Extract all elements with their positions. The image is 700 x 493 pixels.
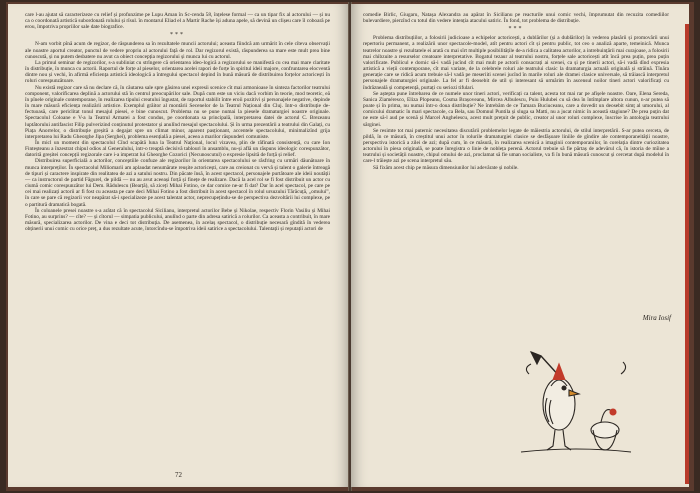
- author-signature: Mira Iosif: [642, 314, 671, 322]
- right-page-text: [363, 12, 669, 171]
- paragraph: Problema distribuțiilor, a folosirii judicioase a echipelor actoricești, a dublărilor (și a dublărilor) în vederea plasării și promovării unui repertoriu permanent, a realizării unor spectacole-model, atît pentru actori cît și pentru public, tot ceo o analiză aparte, temeinică. Munca teatrelor noastre și rezultatele ei arată cu mai sîrt multiple posibilitățile de-a ridica a calitatea actorilor, a intrebuințării mai curajoase, a folosirii mai chibzuite a resurselor creatoare interpretative. Bogatul tezaur al teatrului nostru, forțele sale actoricești atît încă prea puțin, prea puțin valorificate. Publicul e dornic să-i vadă jucînd cît mai mult pe actorii consacrați ai scenei, ca și pe tinerii actori, să-i vadă dînd expresia artistică a vieții contemporane, cît mai variate, de la celebrele roluri ale teatrului clasic la dramaturgia actuală originală și străină. Tînăra generație care se ridică acum trebuie să-l vadă pe meseriiti scenei jucînd în marile roluri ale dramei clasice universale, să trăiască interpretul personajele dramaturgiei originale. La fel ar fi deosebit de util și interesant să urmărim în ascensul noilor tineri actori valorificați cu îndrăzneală și competență, purtați cu seriozi tifulari.: [363, 35, 669, 91]
- paragraph: Distribuirea superficială a actorilor, conceptiile confuze ale regizorilor în orientarea spectacolului se răsfring cu urmări dăunătoare în munca interpreților. În spectacolul Miliomarii am aplaudat nenumărate reușite actoricești, care au creionat cu vervă și talent o galerie întreagă de tipuri și caractere inspirate din realitatea de azi a satului nostru. Din păcate însă, în acest spectacol, personajele purtătoare ale ideii noutății — ca instructorul de partid Făgurel, de pildă — nu au avut aceeași forță și finețe de realizare. Dacă la acel rol se fi fost distribuit un actor cu ciumă comic corespunzător lui Dem. Rădulescu (Bearță), să ziceți Mihai Fotino, ce dar comice ne-ar fi dat? Dar în acel spectacol, pe care pe cei mai realizați actorii ar fi fost cu aceasta pe care deci Mihai Fotino a fost distribuit în acest spectacol în rolul ursuzului Tărăcuță, „omului”, în care se pare că regizorii vor neapărat să-i specializeze pe acest talentat actor, neprecupețindu-se de perspectiva dezvoltării lui complexe, pe o partitură dramatică bogată.: [25, 158, 330, 208]
- paragraph: În micl un moment din spectacolul Cînd scapătă luna la Teatrul Național, locul vizavea, plin de răfinată consistență, cu care Ion Finteșteanu a înzestrat chipul odios al Generalului, intr-o treaptă decisivă tablouri în ansamblu, nu-și află un răspuns ideologic corespunzător, datorită greșitei concepții regizorale care i-a impetrat lui Gheorghe Cozorici (Necunoscutul) o expresie lipsită de forță și relief.: [25, 139, 330, 159]
- paragraph: comedie Birlic, Giugaru, Natașa Alexandra au apărat în Sicilianu pe reacturile unui comic vechi, împrumutat din recuzita comediilor bulevardiere, pierzînd cu totul din vedere intenția atacului satiric. În fond, tot problema de distribuție.: [363, 12, 669, 25]
- open-book: [6, 2, 694, 491]
- section-separator: ***: [170, 32, 185, 39]
- left-page: [8, 4, 349, 487]
- illustration-figure-with-bird: [501, 334, 651, 464]
- section-separator: ***: [508, 26, 524, 33]
- paragraph: Nu există regizor care să nu declare că, în căutarea sale spre găsirea unei expresii scenice cît mai armonioase în sinteza factorilor teatrului component, valorificarea deplină a actorului stă în centrul preocupărilor sale. După cum este un viciu dacă vorbim în teorie, mod teoretic, eă în pînele originale contemporane, în realizarea tipului creatului îngustat, de raportul stabilit între eroii pozitivi și personajele negative, depinde în mare măsură eficiența realizării artistice. Exemplul grăitor al montării Secenelor de la Teatrul Național din Cluj. Intr-o distribuție de-fectuoasă, care periclitat tonul mesajul piesei, e bine cunoscut. Problema nu se pune numai la piesele dramaturgiei noastre originale. Spectacolul Coloane e V-a la Teatrul Armatei a fost condus, pe coordonata sa principală, interpretarea datei de actorul C. Brezeanu luptătorului antifascist Filip pulverizind conținutul protestator și anulînd mesajul spectacolului. Și în urma prezentării a teatrului din Galați, cu Piața Anorrelor, o distribuție greșită a degajat spre un climat minor, aparent pasționant, accentele spectacolului, minimalizînd grija interpretarea lui Radu Gheorghe Jipa (Serghei), problema esențială a piesei, aceea a marilor răspunderi comuniste.: [25, 84, 330, 140]
- paragraph: La primul seminar de regizorilor, s-a subliniat cu strîngere că orientarea ideo-logică a regizorului se manifestă cu cea mai mare claritate în distribuție, în munca cu actorii. Raportul de forțe al pieselor, orientarea acelei rapori de forțe în spiritul ideii majore, confruntarea elocventă dintre nou și vechi, în afirmă eficiența artistică ideologică a întregului spectacol depind în bună măsură de distribuirea forțelor actoricești în roluri corespunzătoare.: [25, 59, 330, 85]
- page-edge-marker: [685, 24, 689, 484]
- paragraph: Se resimte tot mai puternic necesitatea discutării problemelor legate de măiestria actorului, de stilul interpretării. S-ar putea cerceta, de pildă, în ce măsură, în creștitul unui actor în rolurile dramaturgiei clasice se desfășoare liniile de gîndire ale contemporaneității noastre, perspectiva istorică a zilei de azi; după cum, în ce măsură, în realizarea scenică a imaginii contemporanilor, în corelația dintre curiozitatea actorului în piesa originală, se poate înregistra o linie de nobleța perenă. Actorul trebuie să fie părtaș de adevărul că, în istoria de mîine a teatrului și societății noastre, chipul omului de azi, proclamat să fie uman socialiste, va fi în bună măsură cunoscut și cercetat după modelul în care-l trăiește azi pe scena interpretul său.: [363, 127, 669, 165]
- paragraph: N-am vorbit pînă acum de regizor, de răspunderea sa în rezultatele muncii actorului; aceasta fiindcă am urmărit în cele cîteva observații ale noastre aportul creator, punctul de vedere propriu al actorului față de rol. Dar regizorul există, răspunderea sa mare este mult prea bine cunoscută, și nu putem desbatere nu avut ca obiect concepția regizorului și munca lui cu actorul.: [25, 41, 330, 60]
- paragraph: În coloanele presei noastre s-a arătat că în spectacolul Sicilianu, interpretul actorilor Bebe și Nikolae, respectiv Florin Vasiliu și Mihai Fotino, au surprins? — cîte? — și cîtorul — simpatia publicului, anulînd o parte din adresa satirică a rolurilor. Ca aceasta a contribuit, în mare măsură, specializarea actorilor. De vina e deci tot distribuția. De asemenea, în acelaș spectacol, o distribuție necesară gîndită în vederea obținerii unui comic cu orice preț, a dus rezultate acute, întorcîndu-se împotriva ideii satirice a spectacolului. Talentații și reputații actori de: [25, 207, 330, 233]
- right-page: [351, 4, 689, 487]
- paragraph: Să fixăm acest chip pe măsura dimensiunilor lui adevărate și nobile.: [373, 164, 519, 171]
- left-page-text: [25, 12, 330, 232]
- paragraph: Se aștepta pune întrebarea de ce numele unor tineri actori, verificați ca talent, acesta tot mai rar pe afișele noastre. Oare, Elena Sereda, Sanica Ziaméresco, Eliza Plopeanu, Cosma Brașoveanu, Mircea Albulescu, Puiu Hulubei cu să dea în întîmplare altora cunun, n-ar putea să poate și în prima, nu numai într-o doua distribuție? Ne întrebăm de ce Tamara Buciuceanu, care a dovedit un deosebit simț al umorului, al comicului dramatic în mari spectacole, ca Bela, sau Domnul Puntila și sluga sa Matti, nu a jucat nimic în această stagiune? De prea puțin dat ne este să-l aud pe scenă și Marcel Anghelescu, acest mult prețuit de public, creator al unor roluri complexe, înscrise în antologia teatrului sărginei.: [363, 90, 669, 128]
- paragraph: care l-au ajutat să caracterizeze cu relief și profunzime pe Lupu Aman în Sc-cenda 58, înțelese formal — ca un tipar fix al actorului — și nu ca o coordonată artistică subordonată rolului și rîsul. în montarul Eliad el a Martir Rache își aduna apele, să devină un clișeu care îl coboară pe erou, împotriva propriilor sale date biografice.: [25, 12, 330, 31]
- page-number: 72: [175, 471, 182, 479]
